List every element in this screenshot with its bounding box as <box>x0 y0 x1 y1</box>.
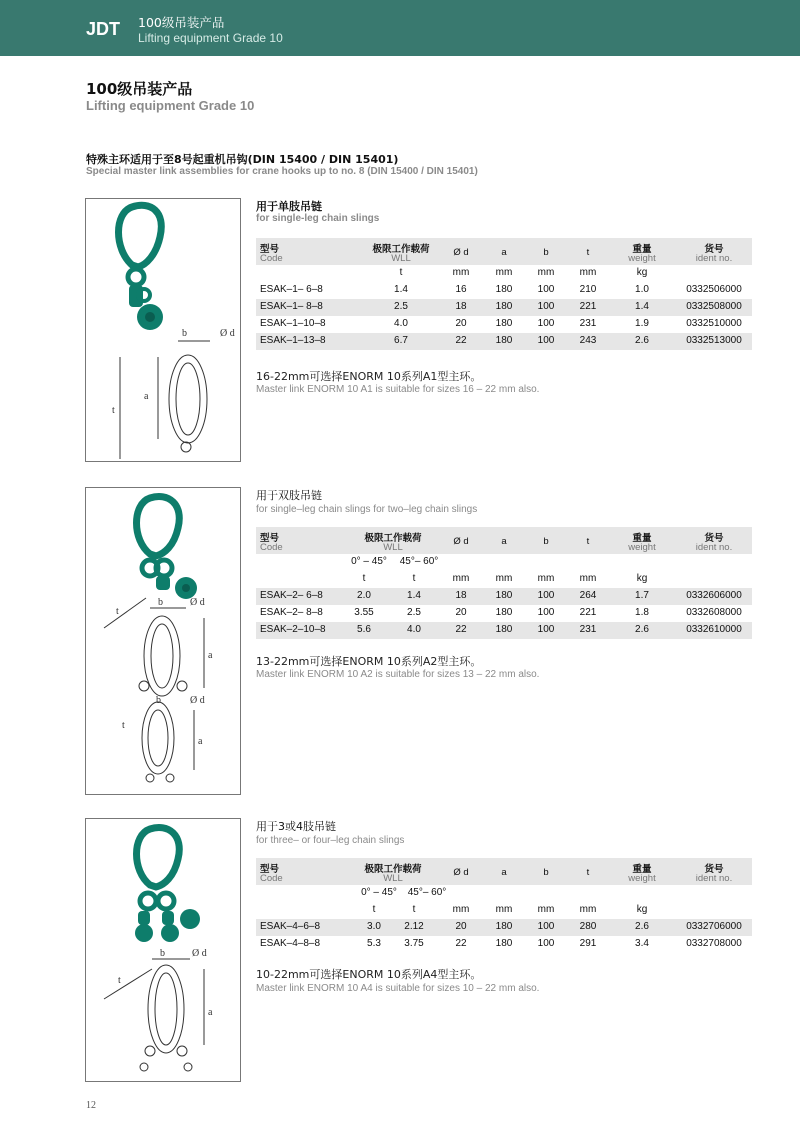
code-cell: ESAK–1– 6–8 <box>260 284 323 295</box>
unit-cell: mm <box>537 573 555 584</box>
single-leg-table <box>256 238 752 350</box>
units-row <box>256 571 752 588</box>
ident-cell: 0332706000 <box>686 921 742 932</box>
dim-t-label: t <box>112 405 115 416</box>
wll-header-cn: 极限工作载荷 <box>364 864 422 875</box>
table-row <box>256 299 752 316</box>
t-cell: 210 <box>579 284 597 295</box>
wll-cell: 3.0 <box>367 921 381 932</box>
a-header: a <box>501 867 507 878</box>
ident-header-cn: 货号 <box>704 864 724 875</box>
weight-header-en: weight <box>628 253 656 264</box>
svg-text:JDT: JDT <box>86 19 121 39</box>
two-leg-master-link-photo <box>137 496 198 599</box>
code-header-cn: 型号 <box>260 244 280 255</box>
ident-cell: 0332606000 <box>686 590 742 601</box>
block1-note-cn: 16-22mm可选择ENORM 10系列A1型主环。 <box>256 370 482 383</box>
t-cell: 264 <box>579 590 597 601</box>
unit-cell: t <box>362 573 366 584</box>
ident-cell: 0332506000 <box>686 284 742 295</box>
wll-cell: 5.3 <box>367 938 381 949</box>
wll-cell: 3.55 <box>354 607 374 618</box>
d-cell: 20 <box>455 607 467 618</box>
section-title-cn: 特殊主环适用于至8号起重机吊钩(DIN 15400 / DIN 15401) <box>86 153 399 166</box>
wll-cell: 4.0 <box>407 624 421 635</box>
a-cell: 180 <box>495 284 513 295</box>
a-cell: 180 <box>495 921 513 932</box>
block3-note-cn: 10-22mm可选择ENORM 10系列A4型主环。 <box>256 968 482 981</box>
t-cell: 280 <box>579 921 597 932</box>
unit-cell: mm <box>495 573 513 584</box>
b-cell: 100 <box>537 921 555 932</box>
table-header <box>256 527 752 554</box>
angle-cell: 0° – 45° <box>361 887 397 898</box>
weight-cell: 2.6 <box>635 335 649 346</box>
code-cell: ESAK–1–13–8 <box>260 335 326 346</box>
dim-d-label: Ø d <box>190 597 205 608</box>
single-leg-technical-drawing <box>120 341 210 459</box>
block3-title-cn: 用于3或4肢吊链 <box>256 820 336 833</box>
block2-title-en: for single–leg chain slings for two–leg chain slings <box>256 504 478 515</box>
dim-t-label: t <box>118 975 121 986</box>
a-header: a <box>501 247 507 258</box>
b-cell: 100 <box>537 301 555 312</box>
b-header: b <box>543 536 549 547</box>
ident-cell: 0332608000 <box>686 607 742 618</box>
wll-cell: 3.75 <box>404 938 424 949</box>
a-cell: 180 <box>495 335 513 346</box>
block2-title-cn: 用于双肢吊链 <box>256 489 322 502</box>
block2-note-en: Master link ENORM 10 A2 is suitable for sizes 13 – 22 mm also. <box>256 669 540 680</box>
block3-title-en: for three– or four–leg chain slings <box>256 835 405 846</box>
t-cell: 231 <box>579 624 597 635</box>
table-header <box>256 858 752 885</box>
a-cell: 180 <box>495 318 513 329</box>
table-header <box>256 238 752 265</box>
single-leg-product-image <box>85 198 241 462</box>
weight-cell: 1.0 <box>635 284 649 295</box>
b-cell: 100 <box>537 318 555 329</box>
b-cell: 100 <box>537 607 555 618</box>
header-bar <box>0 0 800 56</box>
code-header-cn: 型号 <box>260 864 280 875</box>
dim-t-label: t <box>116 606 119 617</box>
unit-cell: mm <box>495 904 513 915</box>
b-cell: 100 <box>537 590 555 601</box>
weight-cell: 2.6 <box>635 624 649 635</box>
block1-note-en: Master link ENORM 10 A1 is suitable for sizes 16 – 22 mm also. <box>256 384 540 395</box>
unit-cell: t <box>412 573 416 584</box>
code-header-cn: 型号 <box>260 533 280 544</box>
block1-title-en: for single-leg chain slings <box>256 213 380 224</box>
wll-cell: 2.5 <box>407 607 421 618</box>
b-cell: 100 <box>537 284 555 295</box>
code-cell: ESAK–4–6–8 <box>260 921 321 932</box>
ident-header-cn: 货号 <box>704 533 724 544</box>
table-row <box>256 588 752 605</box>
t-cell: 243 <box>579 335 597 346</box>
block1-title-cn: 用于单肢吊链 <box>256 200 322 213</box>
dim-d-label: Ø d <box>192 948 207 959</box>
ident-header-cn: 货号 <box>704 244 724 255</box>
code-header-en: Code <box>260 873 283 884</box>
code-cell: ESAK–1– 8–8 <box>260 301 323 312</box>
code-cell: ESAK–2–10–8 <box>260 624 326 635</box>
code-header-en: Code <box>260 542 283 553</box>
ident-cell: 0332508000 <box>686 301 742 312</box>
table-row <box>256 622 752 639</box>
t-header: t <box>586 867 590 878</box>
unit-cell: mm <box>579 573 597 584</box>
ident-header-en: ident no. <box>695 542 733 553</box>
wll-cell: 1.4 <box>407 590 421 601</box>
wll-header-en: WLL <box>383 542 403 553</box>
unit-cell: mm <box>452 904 470 915</box>
b-cell: 100 <box>537 335 555 346</box>
wll-cell: 2.5 <box>394 301 408 312</box>
dim-t-label: t <box>122 720 125 731</box>
ident-header-en: ident no. <box>695 873 733 884</box>
code-header-en: Code <box>260 253 283 264</box>
b-cell: 100 <box>537 624 555 635</box>
weight-header-cn: 重量 <box>632 864 652 875</box>
weight-header-en: weight <box>628 542 656 553</box>
dim-b-label: b <box>182 328 187 339</box>
table-row <box>256 316 752 333</box>
weight-cell: 1.7 <box>635 590 649 601</box>
section-title-en: Special master link assemblies for crane hooks up to no. 8 (DIN 15400 / DIN 15401) <box>86 166 478 177</box>
a-cell: 180 <box>495 607 513 618</box>
code-cell: ESAK–1–10–8 <box>260 318 326 329</box>
angle-cell: 45°– 60° <box>399 556 439 567</box>
angles-row <box>256 885 752 902</box>
ident-cell: 0332513000 <box>686 335 742 346</box>
d-cell: 22 <box>455 938 467 949</box>
code-cell: ESAK–2– 6–8 <box>260 590 323 601</box>
wll-cell: 2.0 <box>357 590 371 601</box>
ident-header-en: ident no. <box>695 253 733 264</box>
weight-header-en: weight <box>628 873 656 884</box>
b-header: b <box>543 247 549 258</box>
wll-header-en: WLL <box>383 873 403 884</box>
ident-cell: 0332708000 <box>686 938 742 949</box>
unit-cell: mm <box>579 267 597 278</box>
units-row <box>256 902 752 919</box>
block3-note-en: Master link ENORM 10 A4 is suitable for sizes 10 – 22 mm also. <box>256 983 540 994</box>
d-cell: 20 <box>455 318 467 329</box>
ident-cell: 0332610000 <box>686 624 742 635</box>
d-cell: 16 <box>455 284 467 295</box>
single-leg-master-link-photo <box>119 205 164 330</box>
d-cell: 22 <box>455 624 467 635</box>
four-leg-product-image <box>85 818 241 1082</box>
wll-header-cn: 极限工作载荷 <box>364 533 422 544</box>
four-leg-table <box>256 858 752 953</box>
weight-cell: 1.8 <box>635 607 649 618</box>
weight-cell: 2.6 <box>635 921 649 932</box>
weight-cell: 3.4 <box>635 938 649 949</box>
dim-d-label: Ø d <box>220 328 235 339</box>
d-header: Ø d <box>453 867 469 878</box>
dim-b-label: b <box>158 597 163 608</box>
angles-row <box>256 554 752 571</box>
dim-b-label: b <box>156 695 161 706</box>
d-header: Ø d <box>453 247 469 258</box>
wll-header-en: WLL <box>391 253 411 264</box>
b-header: b <box>543 867 549 878</box>
header-title-cn: 100级吊装产品 <box>138 15 225 30</box>
ident-cell: 0332510000 <box>686 318 742 329</box>
t-cell: 221 <box>579 607 597 618</box>
dim-a-label: a <box>208 1007 213 1018</box>
a-cell: 180 <box>495 938 513 949</box>
unit-cell: t <box>372 904 376 915</box>
two-leg-technical-drawing <box>104 598 204 782</box>
page-title-cn: 100级吊装产品 <box>86 80 193 98</box>
weight-header-cn: 重量 <box>632 533 652 544</box>
table-row <box>256 282 752 299</box>
weight-header-cn: 重量 <box>632 244 652 255</box>
unit-cell: mm <box>579 904 597 915</box>
block2-note-cn: 13-22mm可选择ENORM 10系列A2型主环。 <box>256 655 482 668</box>
wll-header-cn: 极限工作载荷 <box>372 244 430 255</box>
t-header: t <box>586 247 590 258</box>
two-leg-table <box>256 527 752 639</box>
unit-cell: kg <box>636 267 648 278</box>
unit-cell: kg <box>636 573 648 584</box>
weight-cell: 1.4 <box>635 301 649 312</box>
b-cell: 100 <box>537 938 555 949</box>
dim-a-label: a <box>144 391 149 402</box>
jdt-logo <box>84 14 132 42</box>
d-cell: 18 <box>455 590 467 601</box>
dim-d-label: Ø d <box>190 695 205 706</box>
weight-cell: 1.9 <box>635 318 649 329</box>
d-header: Ø d <box>453 536 469 547</box>
angle-cell: 45°– 60° <box>407 887 447 898</box>
unit-cell: mm <box>537 904 555 915</box>
code-cell: ESAK–2– 8–8 <box>260 607 323 618</box>
wll-cell: 2.12 <box>404 921 424 932</box>
unit-cell: kg <box>636 904 648 915</box>
a-cell: 180 <box>495 301 513 312</box>
four-leg-master-link-photo <box>135 827 200 942</box>
page-number: 12 <box>86 1100 96 1111</box>
t-cell: 291 <box>579 938 597 949</box>
two-leg-product-image <box>85 487 241 795</box>
table-row <box>256 936 752 953</box>
table-row <box>256 919 752 936</box>
wll-cell: 1.4 <box>394 284 408 295</box>
angle-cell: 0° – 45° <box>351 556 387 567</box>
dim-a-label: a <box>198 736 203 747</box>
wll-cell: 4.0 <box>394 318 408 329</box>
unit-cell: mm <box>452 267 470 278</box>
t-cell: 231 <box>579 318 597 329</box>
t-cell: 221 <box>579 301 597 312</box>
code-cell: ESAK–4–8–8 <box>260 938 321 949</box>
a-cell: 180 <box>495 624 513 635</box>
page-title-en: Lifting equipment Grade 10 <box>86 98 255 113</box>
d-cell: 18 <box>455 301 467 312</box>
unit-cell: t <box>399 267 403 278</box>
unit-cell: mm <box>495 267 513 278</box>
unit-cell: t <box>412 904 416 915</box>
wll-cell: 6.7 <box>394 335 408 346</box>
wll-cell: 5.6 <box>357 624 371 635</box>
d-cell: 20 <box>455 921 467 932</box>
a-header: a <box>501 536 507 547</box>
units-row <box>256 265 752 282</box>
t-header: t <box>586 536 590 547</box>
header-title-en: Lifting equipment Grade 10 <box>138 31 283 45</box>
dim-b-label: b <box>160 948 165 959</box>
a-cell: 180 <box>495 590 513 601</box>
table-row <box>256 333 752 350</box>
table-row <box>256 605 752 622</box>
unit-cell: mm <box>537 267 555 278</box>
d-cell: 22 <box>455 335 467 346</box>
dim-a-label: a <box>208 650 213 661</box>
unit-cell: mm <box>452 573 470 584</box>
